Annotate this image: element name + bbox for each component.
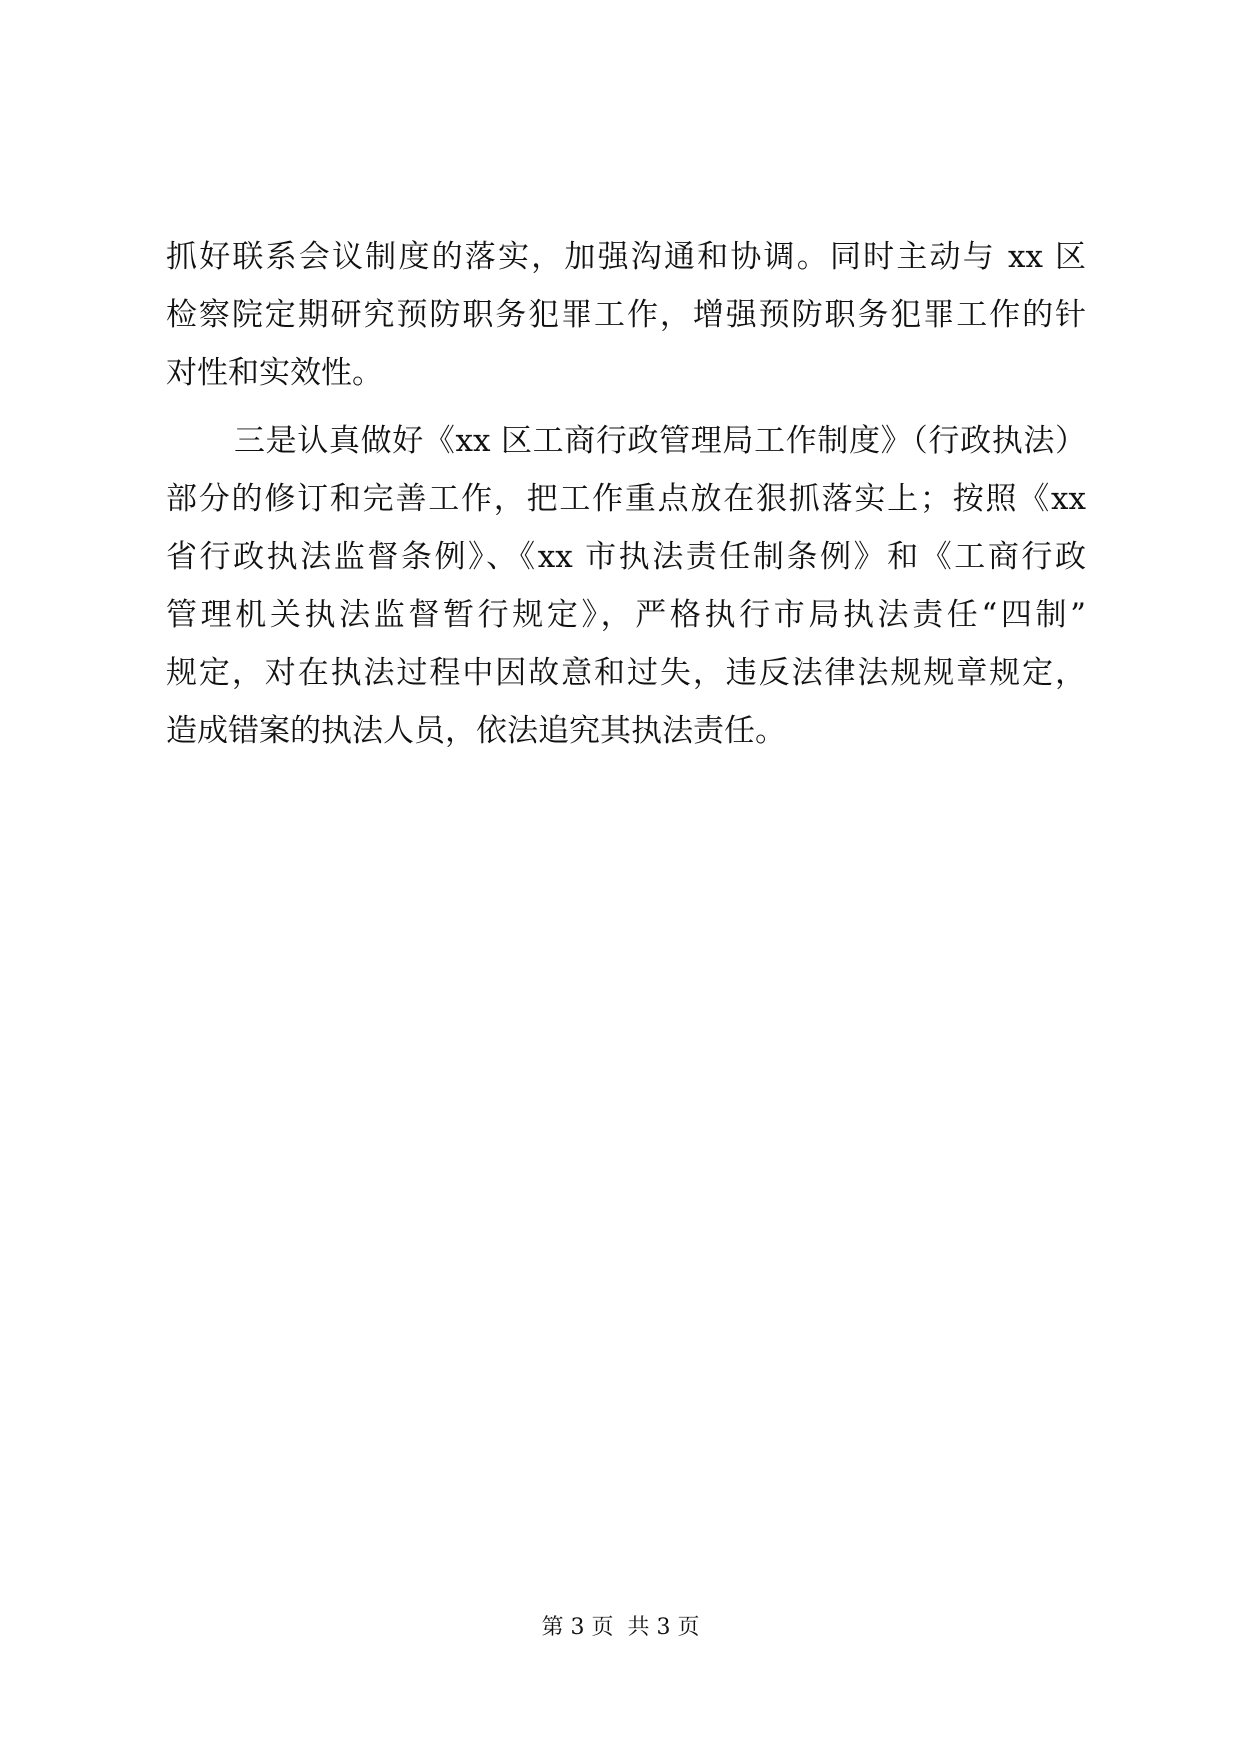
text-line: 规定，对在执法过程中因故意和过失，违反法律法规规章规定， [166, 655, 1086, 691]
document-body [166, 228, 1086, 760]
page-total: 共 3 页 [627, 1615, 700, 1640]
paragraph [166, 228, 1086, 402]
text-line: 三是认真做好《xx 区工商行政管理局工作制度》（行政执法） [234, 423, 1086, 459]
text-line: 管理机关执法监督暂行规定》，严格执行市局执法责任“四制” [166, 597, 1086, 633]
page-number: 第 3 页 [541, 1615, 614, 1640]
text-line: 抓好联系会议制度的落实，加强沟通和协调。同时主动与 xx 区 [166, 239, 1086, 275]
text-line: 造成错案的执法人员，依法追究其执法责任。 [166, 713, 786, 749]
text-line: 检察院定期研究预防职务犯罪工作，增强预防职务犯罪工作的针 [166, 297, 1086, 333]
page-footer [0, 1613, 1241, 1643]
text-line: 部分的修订和完善工作，把工作重点放在狠抓落实上；按照《xx [166, 481, 1086, 517]
text-line: 省行政执法监督条例》、《xx 市执法责任制条例》和《工商行政 [166, 539, 1086, 575]
text-line: 对性和实效性。 [166, 355, 383, 391]
paragraph [166, 412, 1086, 760]
